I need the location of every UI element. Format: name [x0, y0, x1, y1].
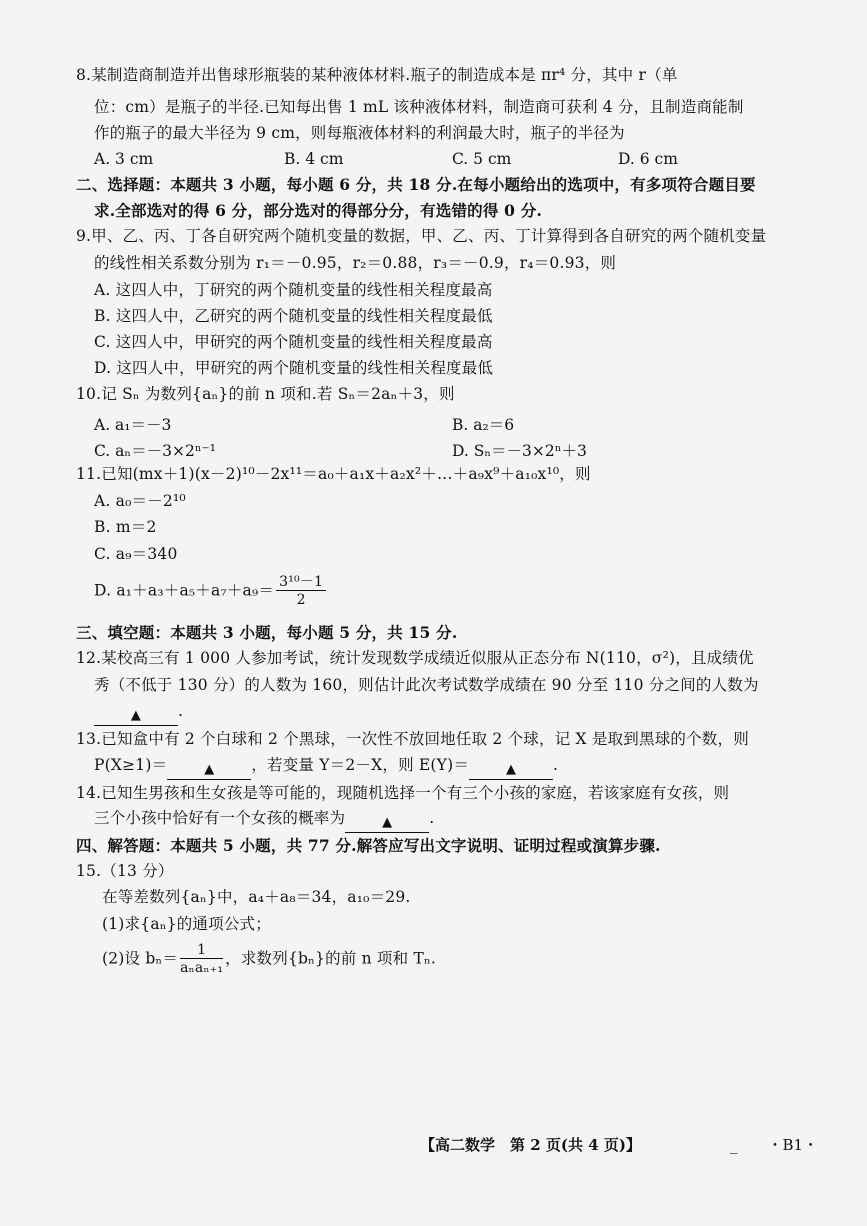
q12-period: . [178, 702, 184, 720]
q12-line-1: 12.某校高三有 1 000 人参加考试，统计发现数学成绩近似服从正态分布 N(110，σ²)，且成绩优 [76, 649, 754, 667]
q8-line-2: 位：cm）是瓶子的半径.已知每出售 1 mL 该种液体材料，制造商可获利 4 分，且制造商能制 [94, 98, 744, 116]
q10-line-1: 10.记 Sₙ 为数列{aₙ}的前 n 项和.若 Sₙ＝2aₙ＋3，则 [76, 385, 455, 403]
page-footer: 【高二数学 第 2 页(共 4 页)】 [420, 1136, 641, 1154]
section-4-heading: 四、解答题：本题共 5 小题，共 77 分.解答应写出文字说明、证明过程或演算步骤. [76, 836, 661, 855]
q9-line-2: 的线性相关系数分别为 r₁＝－0.95，r₂＝0.88，r₃＝－0.9，r₄＝0.93，则 [94, 254, 617, 272]
q8-option-b: B. 4 cm [284, 150, 344, 168]
q10-option-b: B. a₂＝6 [452, 416, 515, 434]
q11-option-c: C. a₉＝340 [94, 545, 178, 563]
q15-part-2-pre: (2)设 bₙ＝ [102, 949, 179, 968]
q11-option-d-expr: D. a₁＋a₃＋a₅＋a₇＋a₉＝ [94, 581, 275, 600]
q10-option-a: A. a₁＝－3 [94, 416, 172, 434]
q13-line-1: 13.已知盒中有 2 个白球和 2 个黑球，一次性不放回地任取 2 个球，记 X 是取到黑球的个数，则 [76, 730, 749, 748]
q10-option-c: C. aₙ＝－3×2ⁿ⁻¹ [94, 442, 216, 460]
q11-line-1: 11.已知(mx＋1)(x－2)¹⁰－2x¹¹＝a₀＋a₁x＋a₂x²＋…＋a₉x⁹＋a₁₀x¹⁰，则 [76, 465, 591, 483]
fraction-numerator: 1 [180, 942, 223, 959]
q9-option-c: C. 这四人中，甲研究的两个随机变量的线性相关程度最高 [94, 333, 493, 351]
fraction-denominator: aₙaₙ₊₁ [180, 960, 224, 976]
q13-period: . [553, 756, 559, 774]
q10-option-d: D. Sₙ＝－3×2ⁿ＋3 [452, 442, 587, 460]
q14-line-2 [94, 811, 434, 833]
section-2-heading-2: 求.全部选对的得 6 分，部分选对的得部分分，有选错的得 0 分. [94, 201, 543, 220]
q11-option-a: A. a₀＝－2¹⁰ [94, 492, 186, 510]
q8-line-3: 作的瓶子的最大半径为 9 cm，则每瓶液体材料的利润最大时，瓶子的半径为 [94, 124, 625, 142]
q9-line-1: 9.甲、乙、丙、丁各自研究两个随机变量的数据，甲、乙、丙、丁计算得到各自研究的两个随机变量 [76, 227, 767, 245]
q8-line-1: 8.某制造商制造并出售球形瓶装的某种液体材料.瓶子的制造成本是 πr⁴ 分，其中 r（单 [76, 66, 678, 84]
q14-period: . [429, 809, 435, 827]
fraction-denominator: 2 [296, 592, 306, 608]
q8-option-d: D. 6 cm [618, 150, 678, 168]
q15-part-1: (1)求{aₙ}的通项公式； [102, 915, 271, 933]
section-3-heading: 三、填空题：本题共 3 小题，每小题 5 分，共 15 分. [76, 623, 458, 642]
q12-line-3 [94, 704, 183, 726]
q13-answer-blank-2[interactable]: ▲ [469, 763, 553, 780]
q14-line-1: 14.已知生男孩和生女孩是等可能的，现随机选择一个有三个小孩的家庭，若该家庭有女孩，则 [76, 784, 730, 802]
q11-option-b: B. m＝2 [94, 518, 157, 536]
page-code: _ ・B1・ [730, 1136, 819, 1154]
q8-option-a: A. 3 cm [94, 150, 154, 168]
q15-condition: 在等差数列{aₙ}中，a₄＋a₈＝34，a₁₀＝29. [102, 888, 411, 906]
q14-answer-blank[interactable]: ▲ [345, 816, 429, 833]
q15-fraction [180, 942, 223, 977]
q9-option-a: A. 这四人中，丁研究的两个随机变量的线性相关程度最高 [94, 281, 493, 299]
q13-part-2: ，若变量 Y＝2－X，则 E(Y)＝ [251, 756, 470, 774]
q11-option-d-fraction [276, 574, 326, 609]
q13-part-1: P(X≥1)＝ [94, 756, 168, 774]
q13-answer-blank-1[interactable]: ▲ [167, 763, 251, 780]
fraction-numerator: 3¹⁰－1 [276, 574, 326, 591]
q15-title: 15.（13 分） [76, 862, 174, 880]
q11-option-d [94, 574, 328, 609]
q15-part-2 [102, 942, 436, 977]
q9-option-d: D. 这四人中，甲研究的两个随机变量的线性相关程度最低 [94, 359, 494, 377]
q12-line-2: 秀（不低于 130 分）的人数为 160，则估计此次考试数学成绩在 90 分至 110 分之间的人数为 [94, 676, 759, 694]
section-2-heading-1: 二、选择题：本题共 3 小题，每小题 6 分，共 18 分.在每小题给出的选项中，有多项符合题目要 [76, 175, 756, 194]
q13-line-2 [94, 758, 558, 780]
q14-text: 三个小孩中恰好有一个女孩的概率为 [94, 809, 346, 827]
q8-option-c: C. 5 cm [452, 150, 512, 168]
q9-option-b: B. 这四人中，乙研究的两个随机变量的线性相关程度最低 [94, 307, 493, 325]
q12-answer-blank[interactable]: ▲ [94, 709, 178, 726]
q15-part-2-post: ，求数列{bₙ}的前 n 项和 Tₙ. [225, 949, 437, 968]
